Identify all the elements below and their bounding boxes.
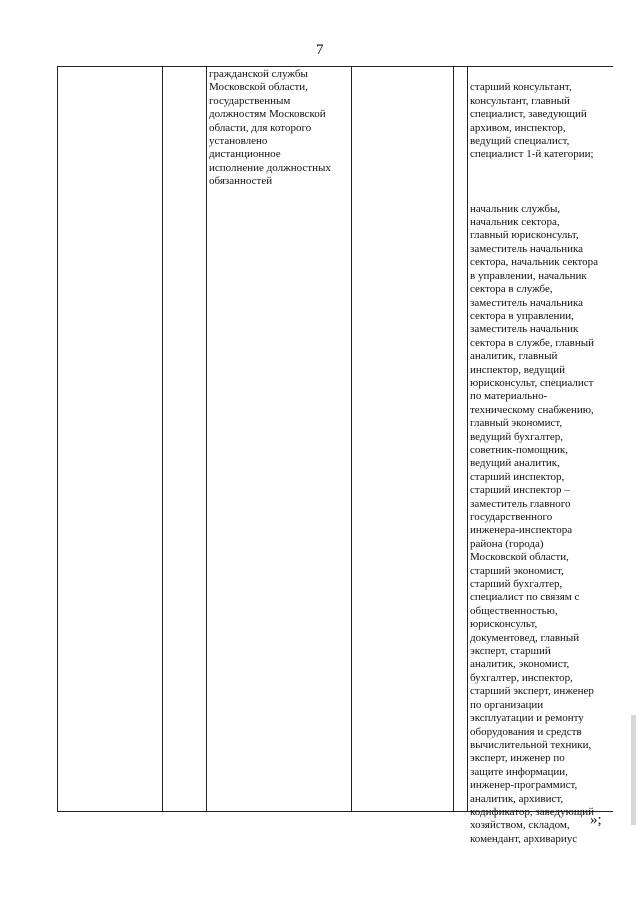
positions-list-cell [470,68,612,860]
positions-list-heads: начальник службы, начальник сектора, главный юрисконсульт, заместитель начальника сектора, начальник сектора в управлении, начальник сектора в службе, заместитель начальника сектора в управлении, заместитель начальник сектора в службе, главный аналитик, главный инспектор, ведущий юрисконсульт, специалист по материально- техническому снабжению, главный экономист, ведущий бухгалтер, советник-помощник, ведущий аналитик, старший инспектор, старший инспектор – заместитель главного государственного инженера-инспектора района (города) Московской области, старший экономист, старший бухгалтер, специалист по связям с общественностью, юрисконсульт, документовед, главный эксперт, старший аналитик, экономист, бухгалтер, инспектор, старший эксперт, инженер по организации эксплуатации и ремонту оборудования и средств вычислительной техники, эксперт, инженер по защите информации, инженер-программист, аналитик, архивист, кодификатор, заведующий хозяйством, складом, комендант, архивариус [470,202,598,845]
document-table [57,66,613,845]
column-divider-1 [162,67,163,811]
column-divider-2 [206,67,207,811]
closing-quote: »; [590,812,602,828]
page-number: 7 [316,42,324,58]
column-divider-5 [467,67,468,811]
column-divider-4 [453,67,454,811]
scan-edge-mark [631,715,636,825]
position-category-cell: гражданской службы Московской области, государственным должностям Московской области, для которого установлено дистанционное исполнение должностных обязанностей [209,68,331,188]
positions-list-senior: старший консультант, консультант, главный специалист, заведующий архивом, инспектор, ведущий специалист, специалист 1-й категории; [470,81,594,161]
